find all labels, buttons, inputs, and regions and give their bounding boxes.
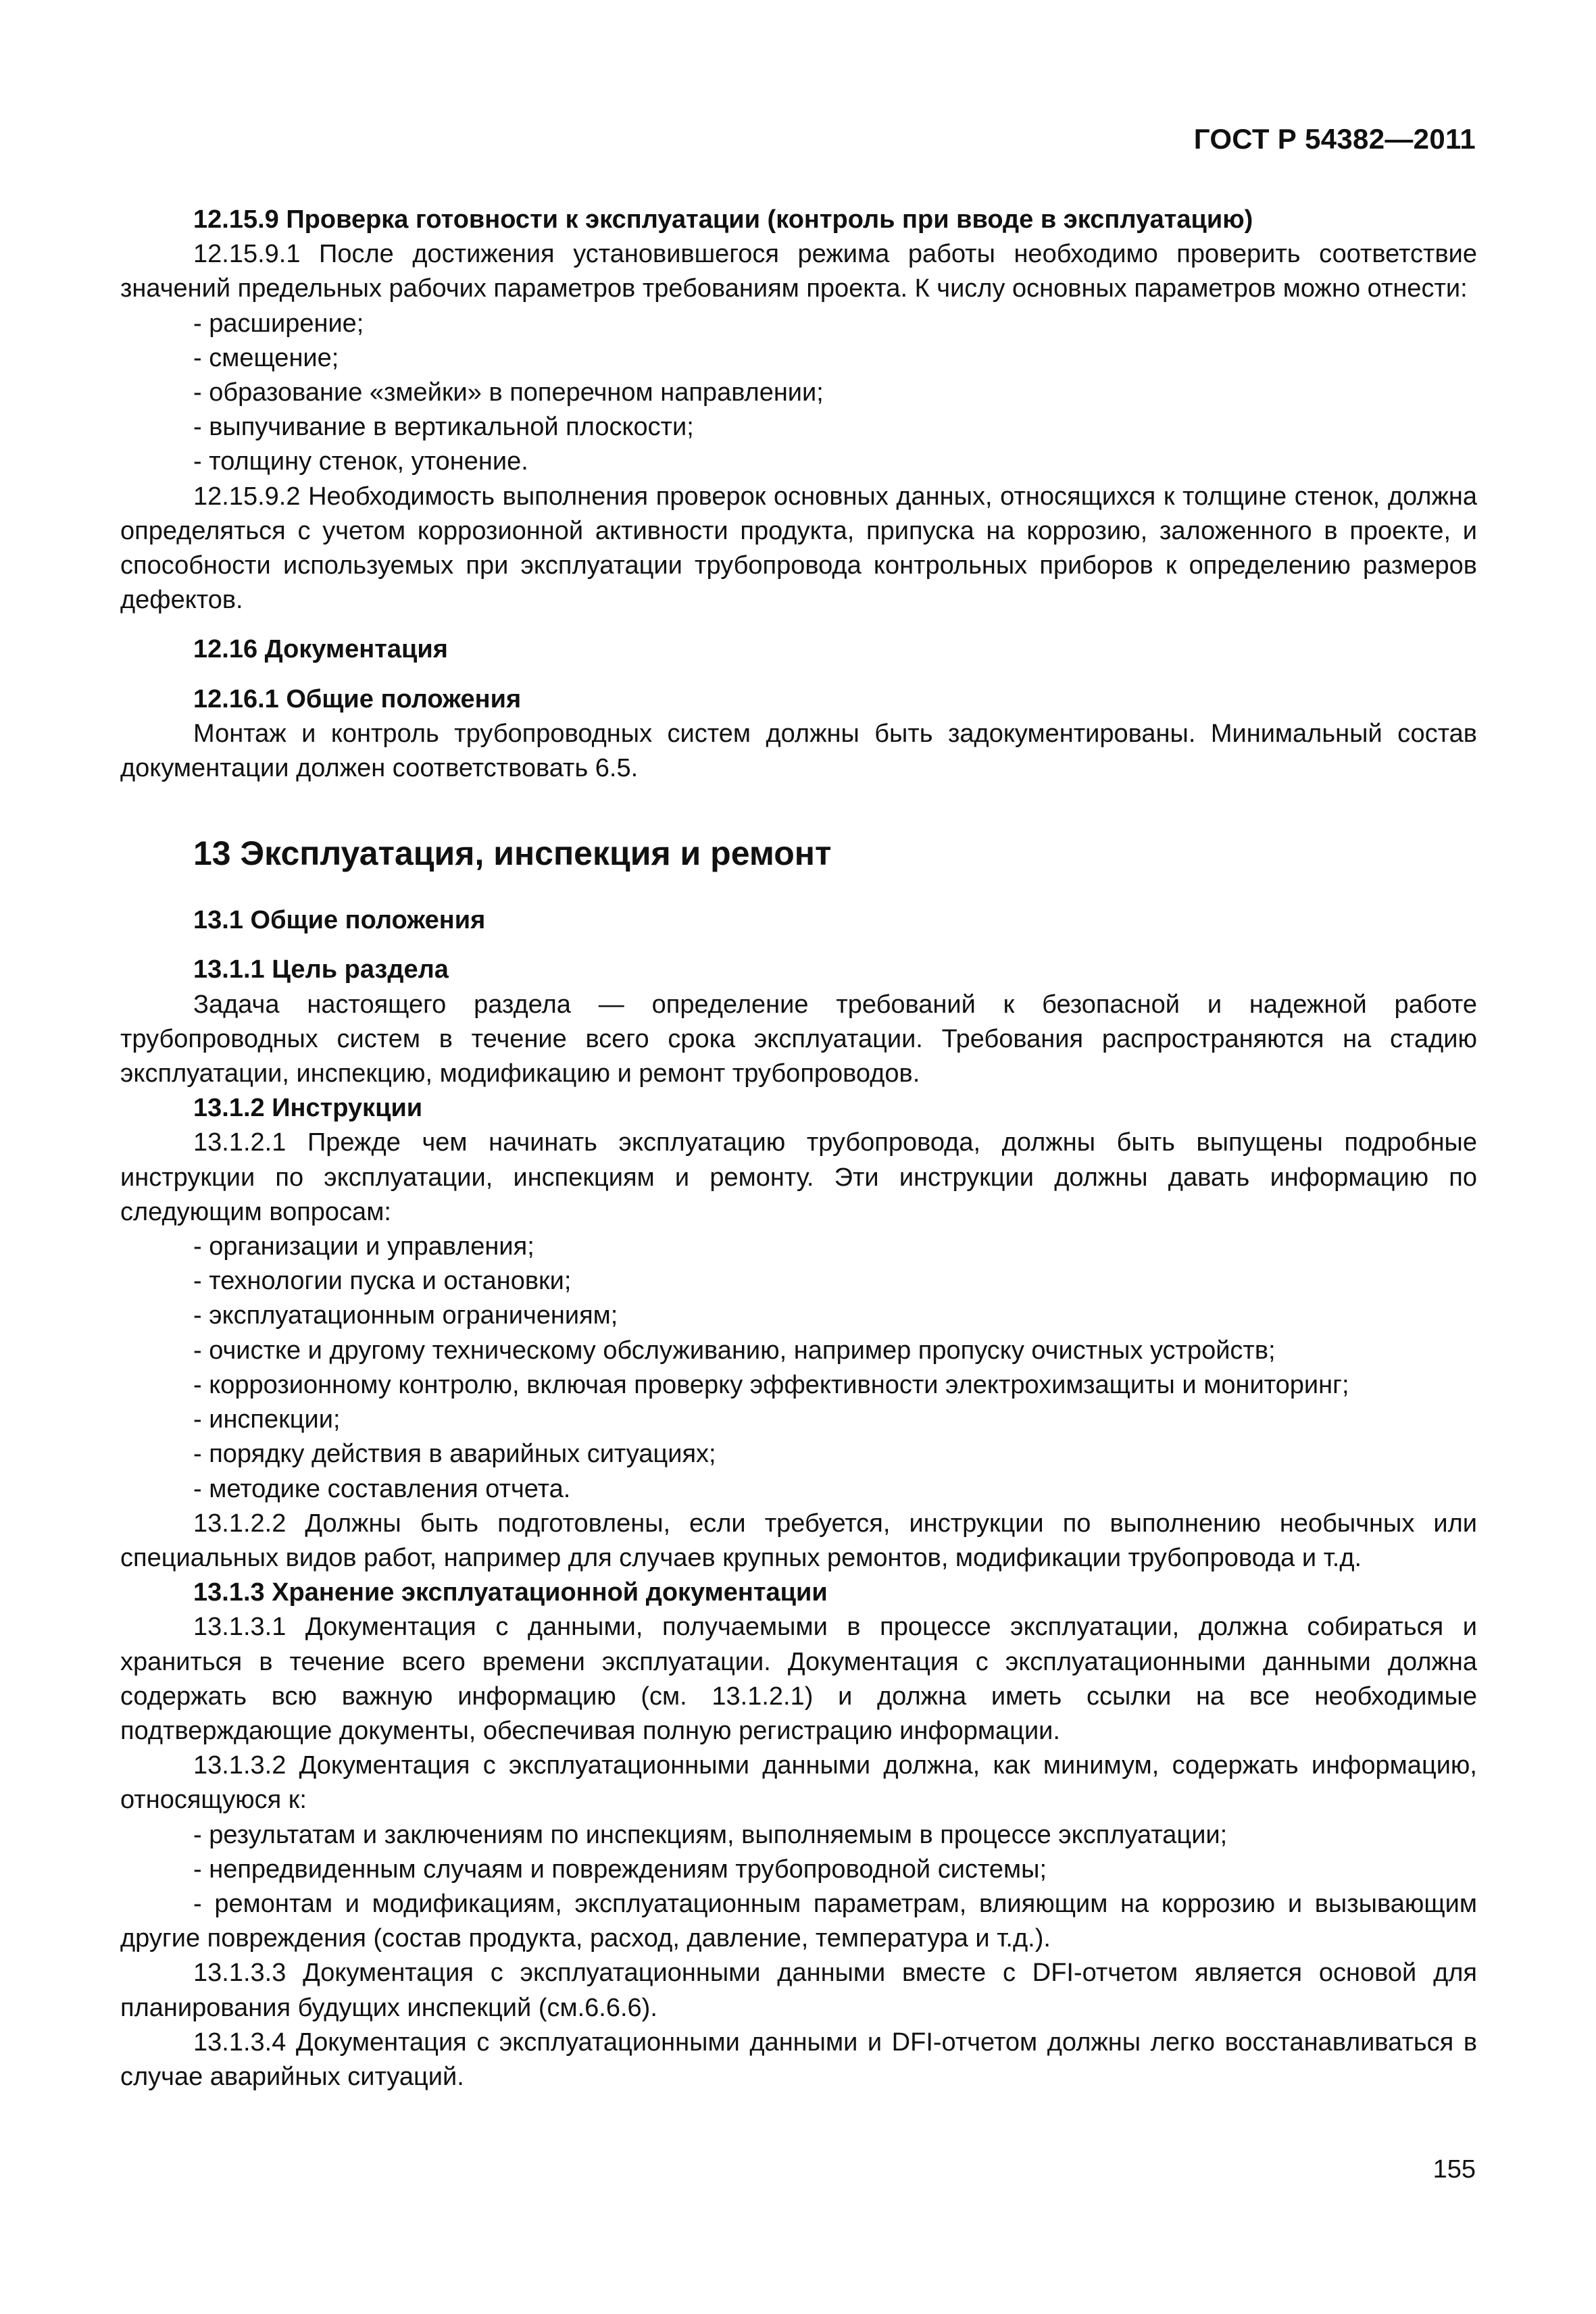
list-item: - порядку действия в аварийных ситуациях; [193, 1440, 716, 1469]
paragraph: Задача настоящего раздела — определение требований к безопасной и надежной работе трубопроводных систем в течение всего срока эксплуатации. Требования распространяются на стадию эксплуатации, инспекцию, модификацию и ремонт трубопроводов. [120, 990, 1477, 1088]
list-item: - технологии пуска и остановки; [193, 1267, 572, 1296]
list-item: - смещение; [193, 343, 339, 372]
paragraph: 13.1.2.1 Прежде чем начинать эксплуатацию трубопровода, должны быть выпущены подробные инструкции по эксплуатации, инспекциям и ремонту. Эти инструкции должны давать информацию по следующим вопросам: [120, 1128, 1477, 1226]
section-heading: 12.15.9 Проверка готовности к эксплуатации (контроль при вводе в эксплуатацию) [193, 205, 1253, 234]
list-item: - расширение; [193, 309, 364, 338]
paragraph: 13.1.3.1 Документация с данными, получаемыми в процессе эксплуатации, должна собираться и храниться в течение всего времени эксплуатации. Документация с эксплуатационными данными должна содержать всю важную информацию (см. 13.1.2.1) и должна иметь ссылки на все необходимые подтверждающие документы, обеспечивая полную регистрацию информации. [120, 1613, 1477, 1745]
paragraph: 12.15.9.1 После достижения установившегося режима работы необходимо проверить соответствие значений предельных рабочих параметров требованиям проекта. К числу основных параметров можно отнести: [120, 240, 1477, 303]
list-item: - организации и управления; [193, 1232, 534, 1261]
list-item: - толщину стенок, утонение. [193, 447, 528, 476]
chapter-heading: 13 Эксплуатация, инспекция и ремонт [193, 834, 832, 873]
list-item: - эксплуатационным ограничениям; [193, 1301, 618, 1330]
list-item: - результатам и заключениям по инспекциям, выполняемым в процессе эксплуатации; [193, 1820, 1228, 1849]
paragraph: 13.1.2.2 Должны быть подготовлены, если требуется, инструкции по выполнению необычных или специальных видов работ, например для случаев крупных ремонтов, модификации трубопровода и т.д. [120, 1509, 1477, 1572]
paragraph: 13.1.3.2 Документация с эксплуатационными данными должна, как минимум, содержать информацию, относящуюся к: [120, 1751, 1477, 1815]
paragraph: - ремонтам и модификациям, эксплуатационным параметрам, влияющим на коррозию и вызывающим другие повреждения (состав продукта, расход, давление, температура и т.д.). [120, 1889, 1477, 1953]
list-item: - методике составления отчета. [193, 1474, 571, 1503]
list-item: - коррозионному контролю, включая проверку эффективности электрохимзащиты и мониторинг; [193, 1370, 1349, 1399]
list-item: - непредвиденным случаям и повреждениям трубопроводной системы; [193, 1855, 1047, 1884]
paragraph: 12.15.9.2 Необходимость выполнения проверок основных данных, относящихся к толщине стенок, должна определяться с учетом коррозионной активности продукта, припуска на коррозию, заложенного в проекте, и способности используемых при эксплуатации трубопровода контрольных приборов к определению размеров дефектов. [120, 482, 1477, 615]
section-heading: 13.1 Общие положения [193, 906, 486, 935]
page-number: 155 [1432, 2155, 1476, 2184]
list-item: - образование «змейки» в поперечном направлении; [193, 378, 824, 407]
document-body [120, 203, 1477, 2094]
section-heading: 12.16.1 Общие положения [193, 684, 522, 713]
list-item: - выпучивание в вертикальной плоскости; [193, 413, 694, 442]
list-item: - очистке и другому техническому обслуживанию, например пропуску очистных устройств; [193, 1336, 1276, 1365]
list-item: - инспекции; [193, 1405, 341, 1434]
paragraph: 13.1.3.4 Документация с эксплуатационными данными и DFI-отчетом должны легко восстанавливаться в случае аварийных ситуаций. [120, 2028, 1477, 2091]
document-code: ГОСТ Р 54382—2011 [1193, 123, 1476, 155]
section-heading: 13.1.3 Хранение эксплуатационной документации [193, 1578, 828, 1607]
paragraph: Монтаж и контроль трубопроводных систем должны быть задокументированы. Минимальный состав документации должен соответствовать 6.5. [120, 719, 1477, 783]
paragraph: 13.1.3.3 Документация с эксплуатационными данными вместе с DFI-отчетом является основой для планирования будущих инспекций (см.6.6.6). [120, 1959, 1477, 2022]
section-heading: 13.1.2 Инструкции [193, 1094, 423, 1123]
section-heading: 12.16 Документация [193, 635, 448, 664]
section-heading: 13.1.1 Цель раздела [193, 955, 449, 984]
